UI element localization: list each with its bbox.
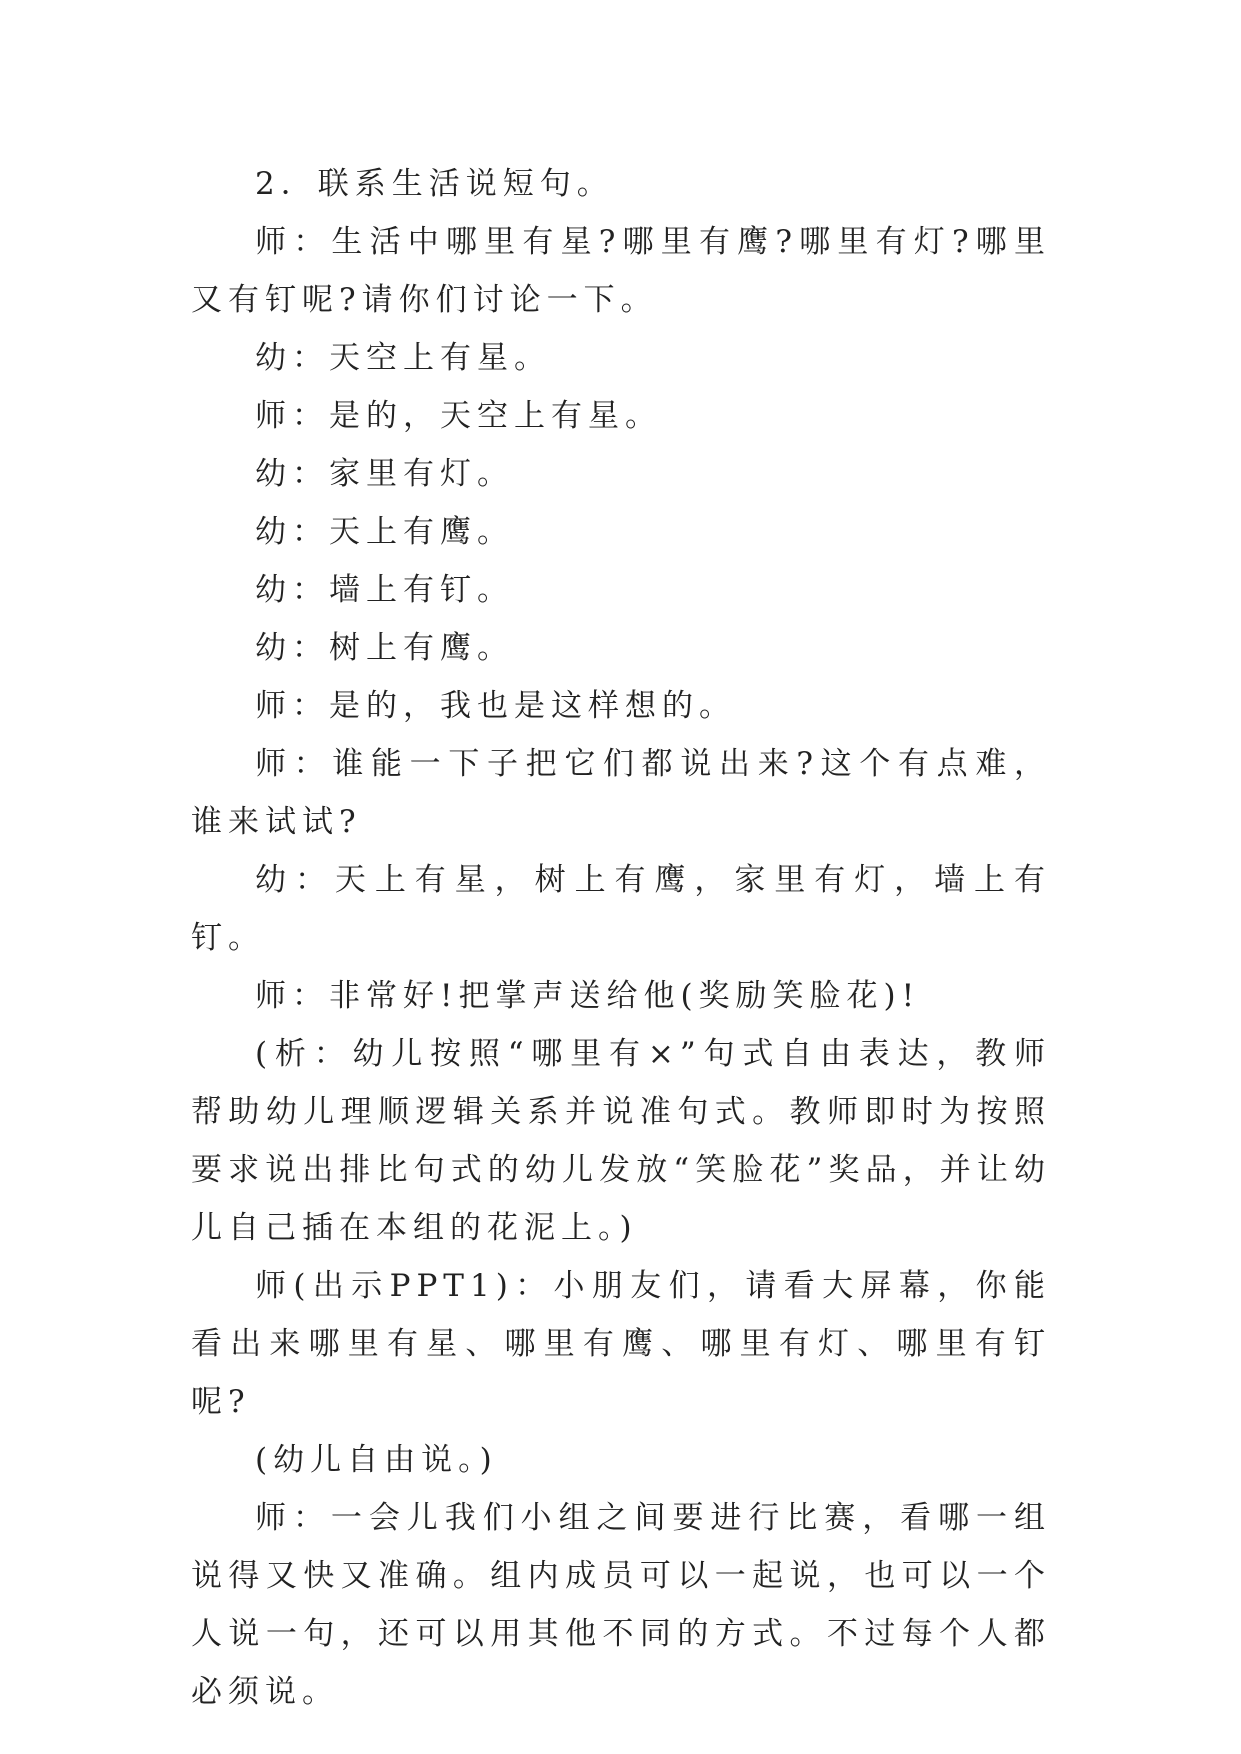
- paragraph-note: (幼儿自由说。): [255, 1442, 498, 1478]
- paragraph-analysis: (析：幼儿按照“哪里有×”句式自由表达，教师帮助幼儿理顺逻辑关系并说准句式。教师即时为按照要求说出排比句式的幼儿发放“笑脸花”奖品，并让幼儿自己插在本组的花泥上。): [191, 1036, 1051, 1246]
- paragraph-teacher-reply: 师：非常好!把掌声送给他(奖励笑脸花)!: [255, 978, 921, 1014]
- paragraph-child-reply: 幼：树上有鹰。: [255, 630, 514, 666]
- paragraph-teacher-instruction: 师：一会儿我们小组之间要进行比赛，看哪一组说得又快又准确。组内成员可以一起说，也可以一个人说一句，还可以用其他不同的方式。不过每个人都必须说。: [191, 1500, 1051, 1710]
- paragraph-child-reply: 幼：墙上有钉。: [255, 572, 514, 608]
- paragraph-child-reply: 幼：天空上有星。: [255, 340, 551, 376]
- paragraph-child-reply: 幼：天上有鹰。: [255, 514, 514, 550]
- paragraph-child-reply: 幼：天上有星，树上有鹰，家里有灯，墙上有钉。: [191, 862, 1051, 956]
- section-heading: 2．联系生活说短句。: [255, 166, 614, 202]
- paragraph-teacher-reply: 师：是的，天空上有星。: [255, 398, 662, 434]
- paragraph-teacher-question: 师：生活中哪里有星?哪里有鹰?哪里有灯?哪里又有钉呢?请你们讨论一下。: [191, 224, 1051, 318]
- document-body: [191, 155, 1051, 1721]
- paragraph-teacher-question: 师：谁能一下子把它们都说出来?这个有点难，谁来试试?: [191, 746, 1051, 840]
- paragraph-child-reply: 幼：家里有灯。: [255, 456, 514, 492]
- paragraph-teacher-question: 师(出示PPT1)：小朋友们，请看大屏幕，你能看出来哪里有星、哪里有鹰、哪里有灯、哪里有钉呢?: [191, 1268, 1051, 1420]
- paragraph-teacher-reply: 师：是的，我也是这样想的。: [255, 688, 736, 724]
